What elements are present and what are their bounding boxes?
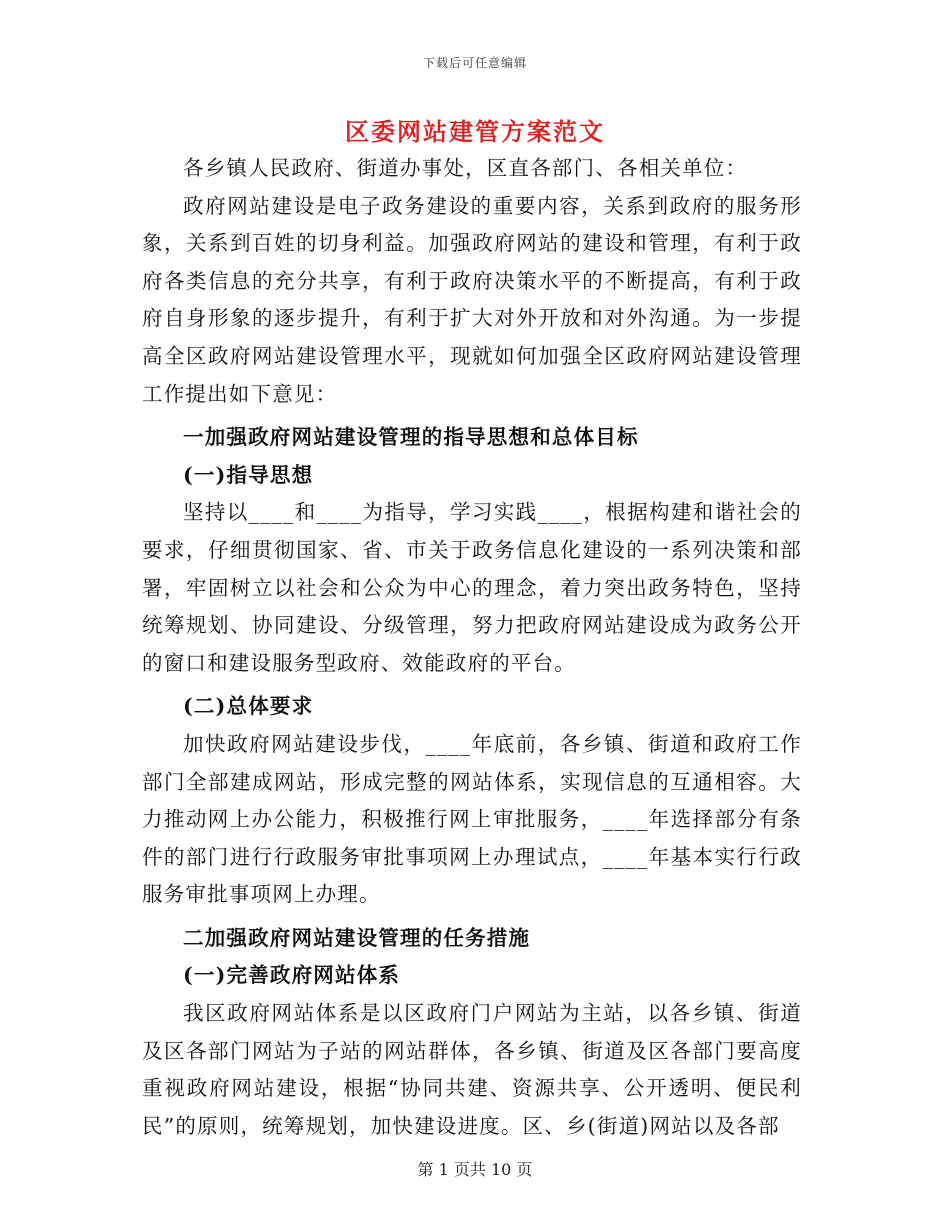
document-body bbox=[142, 150, 802, 1145]
salutation: 各乡镇人民政府、街道办事处，区直各部门、各相关单位： bbox=[183, 156, 748, 180]
section-1-1-paragraph: 坚持以____和____为指导，学习实践____，根据构建和谐社会的要求，仔细贯彻国家、省、市关于政务信息化建设的一系列决策和部署，牢固树立以社会和公众为中心的理念，着力突出政务特色，坚持统筹规划、协同建设、分级管理，努力把政府网站建设成为政务公开的窗口和建设服务型政府、效能政府的平台。 bbox=[142, 500, 802, 675]
section-2-1-paragraph: 我区政府网站体系是以区政府门户网站为主站，以各乡镇、街道及区各部门网站为子站的网站群体，各乡镇、街道及区各部门要高度重视政府网站建设，根据“协同共建、资源共享、公开透明、便民利民”的原则，统筹规划，加快建设进度。区、乡(街道)网站以及各部 bbox=[142, 1001, 802, 1138]
document-title: 区委网站建管方案范文 bbox=[345, 117, 605, 146]
header-note: 下载后可任意编辑 bbox=[422, 56, 527, 70]
intro-paragraph: 政府网站建设是电子政务建设的重要内容，关系到政府的服务形象，关系到百姓的切身利益。加强政府网站的建设和管理，有利于政府各类信息的充分共享，有利于政府决策水平的不断提高，有利于政府自身形象的逐步提升，有利于扩大对外开放和对外沟通。为一步提高全区政府网站建设管理水平，现就如何加强全区政府网站建设管理工作提出如下意见： bbox=[142, 193, 802, 406]
section-1-2-paragraph: 加快政府网站建设步伐，____年底前，各乡镇、街道和政府工作部门全部建成网站，形成完整的网站体系，实现信息的互通相容。大力推动网上办公能力，积极推行网上审批服务，____年选择部分有条件的部门进行行政服务审批事项网上办理试点，____年基本实行行政服务审批事项网上办理。 bbox=[142, 731, 802, 907]
section-1-heading: 一加强政府网站建设管理的指导思想和总体目标 bbox=[183, 425, 639, 450]
section-2-heading: 二加强政府网站建设管理的任务措施 bbox=[183, 925, 531, 950]
page-number-footer: 第 1 页共 10 页 bbox=[417, 1160, 533, 1179]
section-1-1-heading: (一)指导思想 bbox=[183, 462, 314, 487]
section-1-2-heading: (二)总体要求 bbox=[183, 694, 314, 719]
section-2-1-heading: (一)完善政府网站体系 bbox=[183, 963, 401, 988]
